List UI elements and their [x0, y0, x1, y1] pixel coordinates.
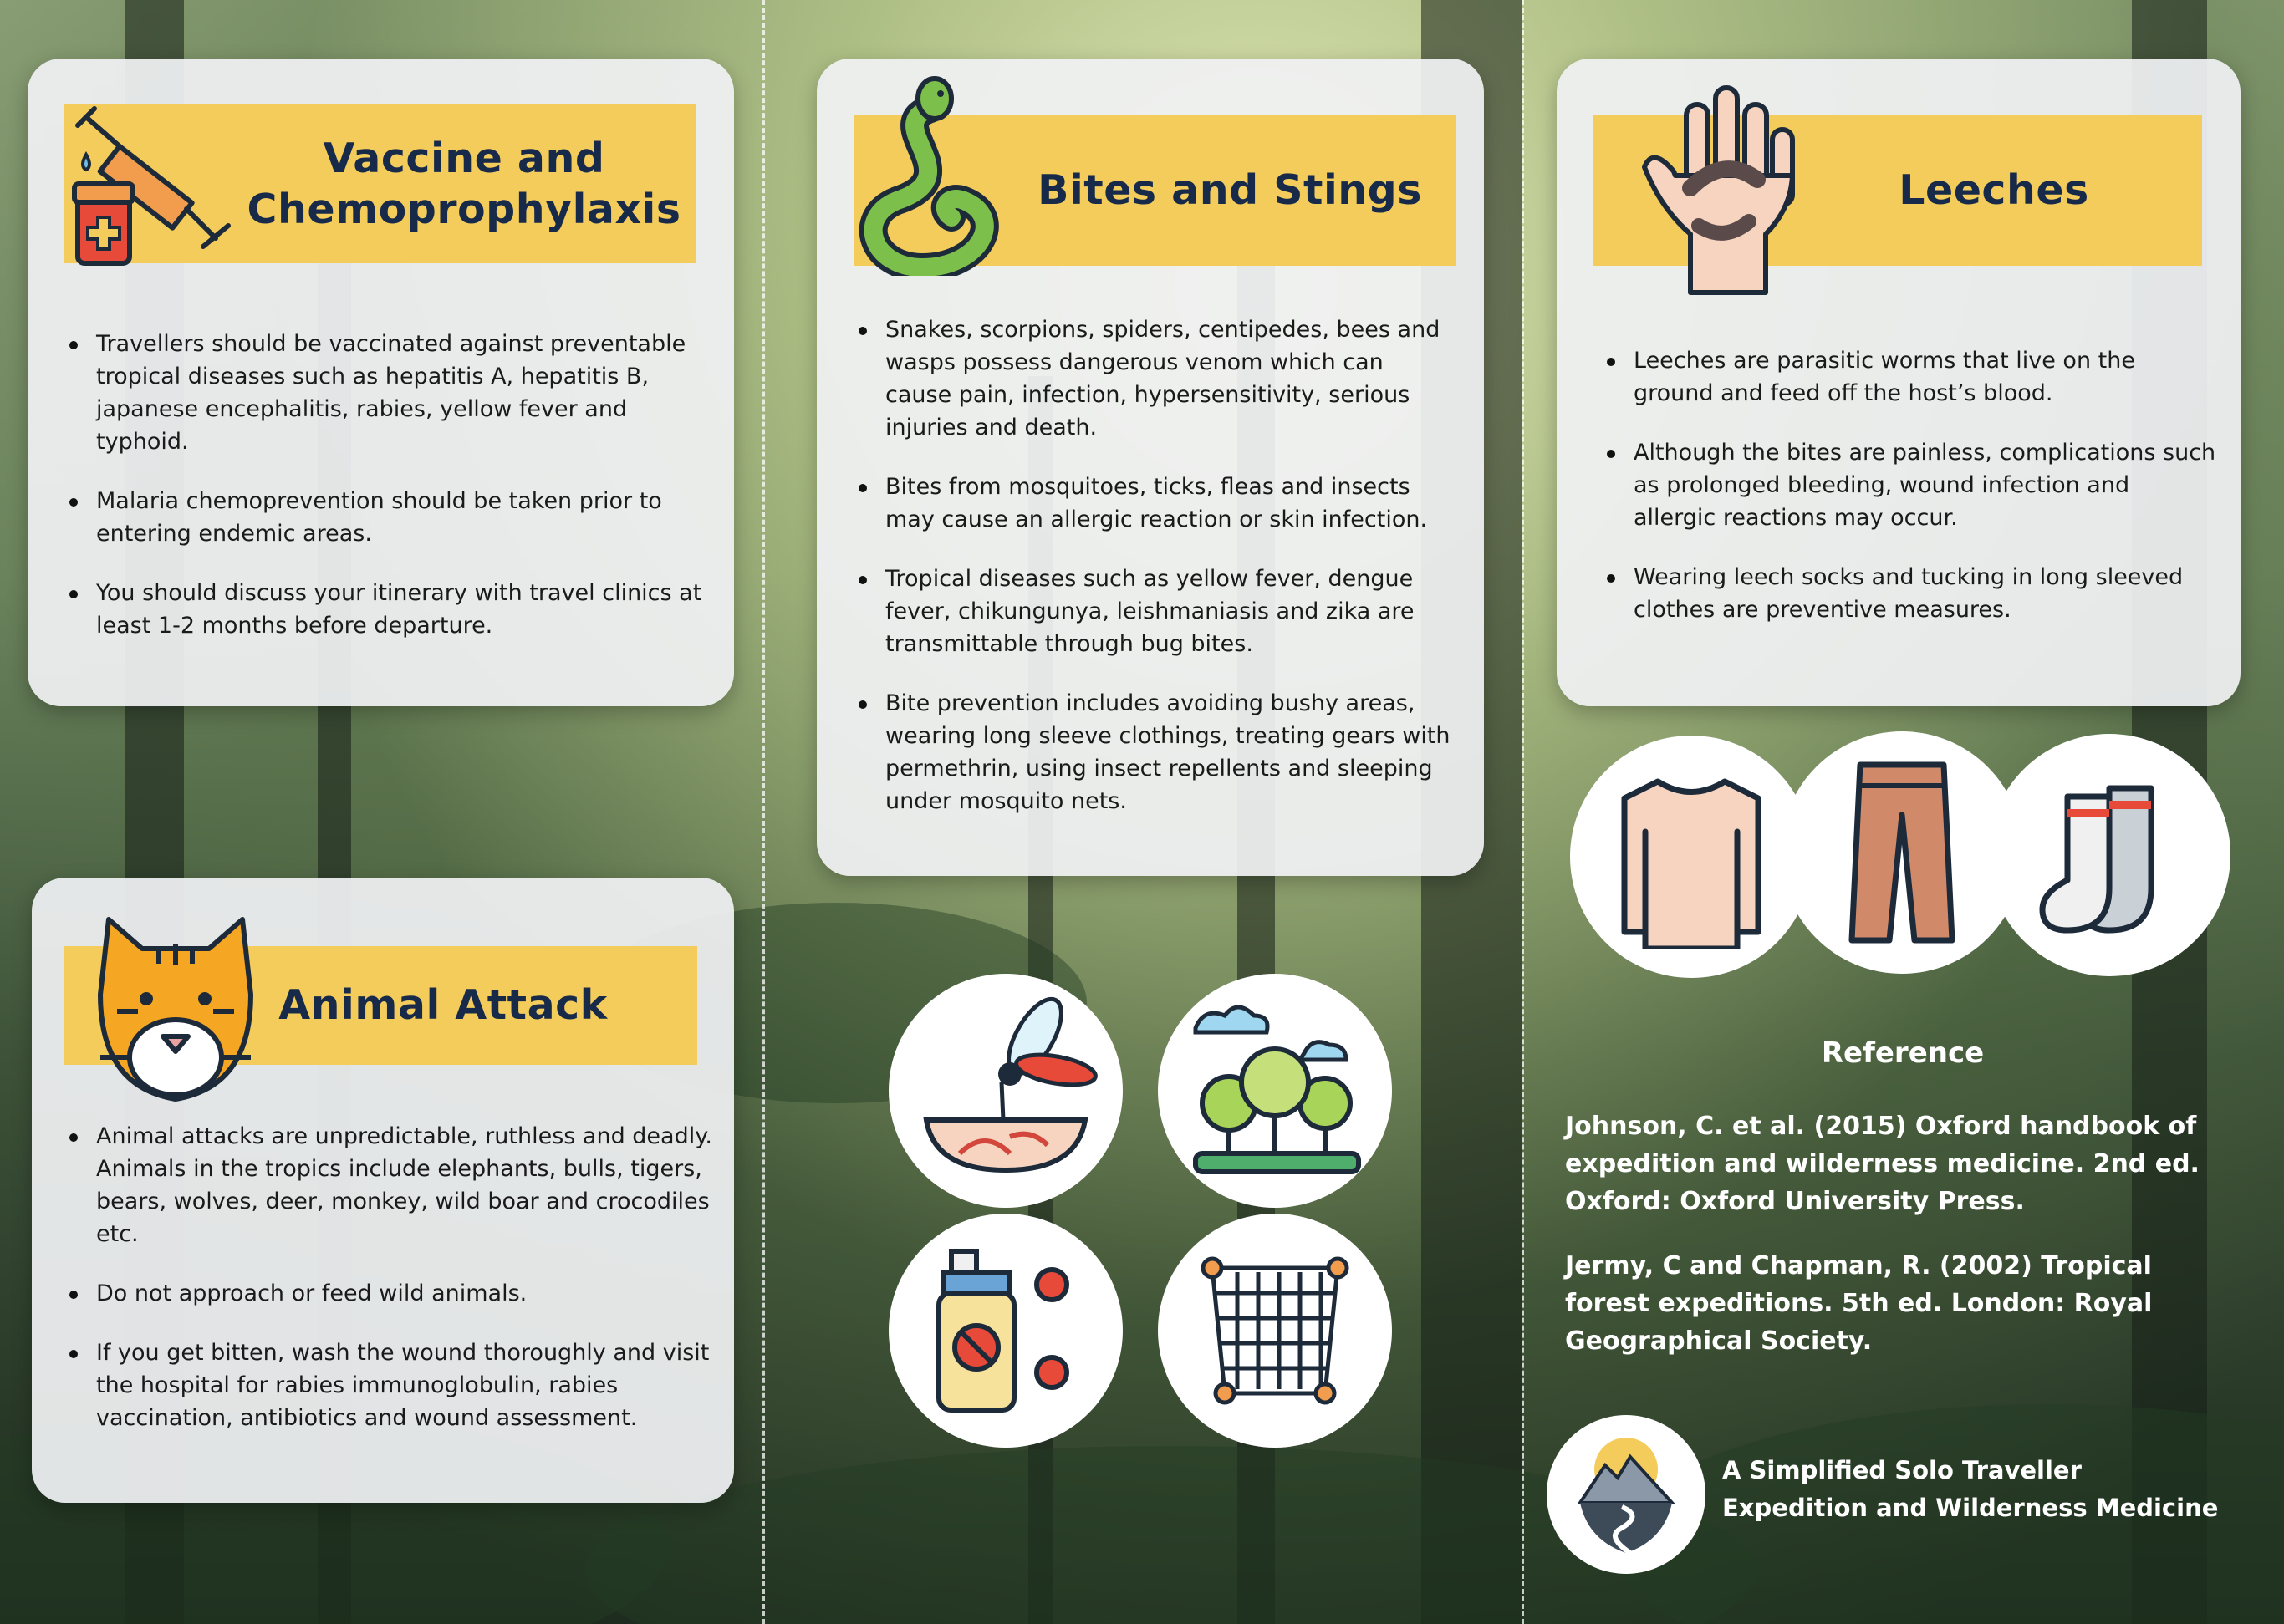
list-item: Wearing leech socks and tucking in long sleeved clothes are preventive measures. [1607, 561, 2217, 626]
list-item: Tropical diseases such as yellow fever, dengue fever, chikungunya, leishmaniasis and zika are transmittable through bug bites. [859, 563, 1452, 660]
bushes-icon [1179, 995, 1371, 1187]
trousers-icon [1810, 756, 1994, 949]
list-item: Do not approach or feed wild animals. [69, 1277, 721, 1310]
bushes-circle [1158, 974, 1392, 1208]
mosquito-net-icon [1179, 1235, 1371, 1427]
bites-card [817, 59, 1484, 876]
snake-icon [847, 75, 1014, 276]
brand-line-2: Expedition and Wilderness Medicine [1722, 1494, 2219, 1522]
net-circle [1158, 1214, 1392, 1448]
mosquito-bite-icon [910, 995, 1102, 1187]
bites-title: Bites and Stings [1037, 166, 1422, 215]
list-item: If you get bitten, wash the wound thoroughly and visit the hospital for rabies immunoglobulin, rabies vaccination, antibiotics and wound assessment. [69, 1336, 721, 1434]
animal-card [32, 878, 734, 1503]
shirt-circle [1570, 736, 1812, 978]
mosquito-bite-circle [889, 974, 1123, 1208]
fold-line-left [762, 0, 765, 1624]
vaccine-bullets [69, 328, 705, 669]
leeches-title: Leeches [1899, 166, 2089, 215]
socks-icon [2017, 763, 2201, 947]
socks-circle [1988, 734, 2230, 976]
bites-bullets [859, 313, 1452, 844]
list-item: Animal attacks are unpredictable, ruthless and deadly. Animals in the tropics include elephants, bulls, tigers, bears, wolves, deer, monkey, wild boar and crocodiles etc. [69, 1120, 721, 1250]
list-item: Bites from mosquitoes, ticks, fleas and insects may cause an allergic reaction or skin infection. [859, 471, 1452, 536]
fold-line-right [1522, 0, 1524, 1624]
repellent-circle [889, 1214, 1123, 1448]
reference-entry: Johnson, C. et al. (2015) Oxford handbook of expedition and wilderness medicine. 2nd ed. Oxford: Oxford University Press. [1565, 1112, 2200, 1216]
insect-repellent-icon [910, 1235, 1102, 1427]
reference-entry: Jermy, C and Chapman, R. (2002) Tropical forest expeditions. 5th ed. London: Royal Geographical Society. [1565, 1251, 2153, 1356]
tiger-icon [92, 911, 259, 1103]
long-sleeve-shirt-icon [1599, 765, 1783, 949]
leeches-card [1557, 59, 2241, 706]
brand-line-1: A Simplified Solo Traveller [1722, 1456, 2082, 1484]
vaccine-card [28, 59, 734, 706]
hand-leech-icon [1640, 79, 1807, 297]
list-item: Malaria chemoprevention should be taken prior to entering endemic areas. [69, 485, 705, 550]
list-item: You should discuss your itinerary with travel clinics at least 1-2 months before departure. [69, 577, 705, 642]
list-item: Bite prevention includes avoiding bushy areas, wearing long sleeve clothings, treating gears with permethrin, using insect repellents and sleeping under mosquito nets. [859, 687, 1452, 817]
mountain-logo-icon [1572, 1432, 1680, 1557]
syringe-icon [61, 100, 245, 276]
list-item: Leeches are parasitic worms that live on the ground and feed off the host’s blood. [1607, 344, 2217, 410]
animal-title: Animal Attack [278, 981, 608, 1030]
leeches-bullets [1607, 344, 2217, 653]
brand-logo-circle [1547, 1415, 1705, 1574]
list-item: Snakes, scorpions, spiders, centipedes, bees and wasps possess dangerous venom which can cause pain, infection, hypersensitivity, serious injuries and death. [859, 313, 1452, 444]
trousers-circle [1781, 731, 2023, 974]
list-item: Travellers should be vaccinated against preventable tropical diseases such as hepatitis A, hepatitis B, japanese encephalitis, rabies, yellow fever and typhoid. [69, 328, 705, 458]
list-item: Although the bites are painless, complications such as prolonged bleeding, wound infection and allergic reactions may occur. [1607, 436, 2217, 534]
animal-bullets [69, 1120, 721, 1461]
vaccine-title: Vaccine and Chemoprophylaxis [247, 134, 681, 233]
reference-heading: Reference [1821, 1036, 1985, 1070]
